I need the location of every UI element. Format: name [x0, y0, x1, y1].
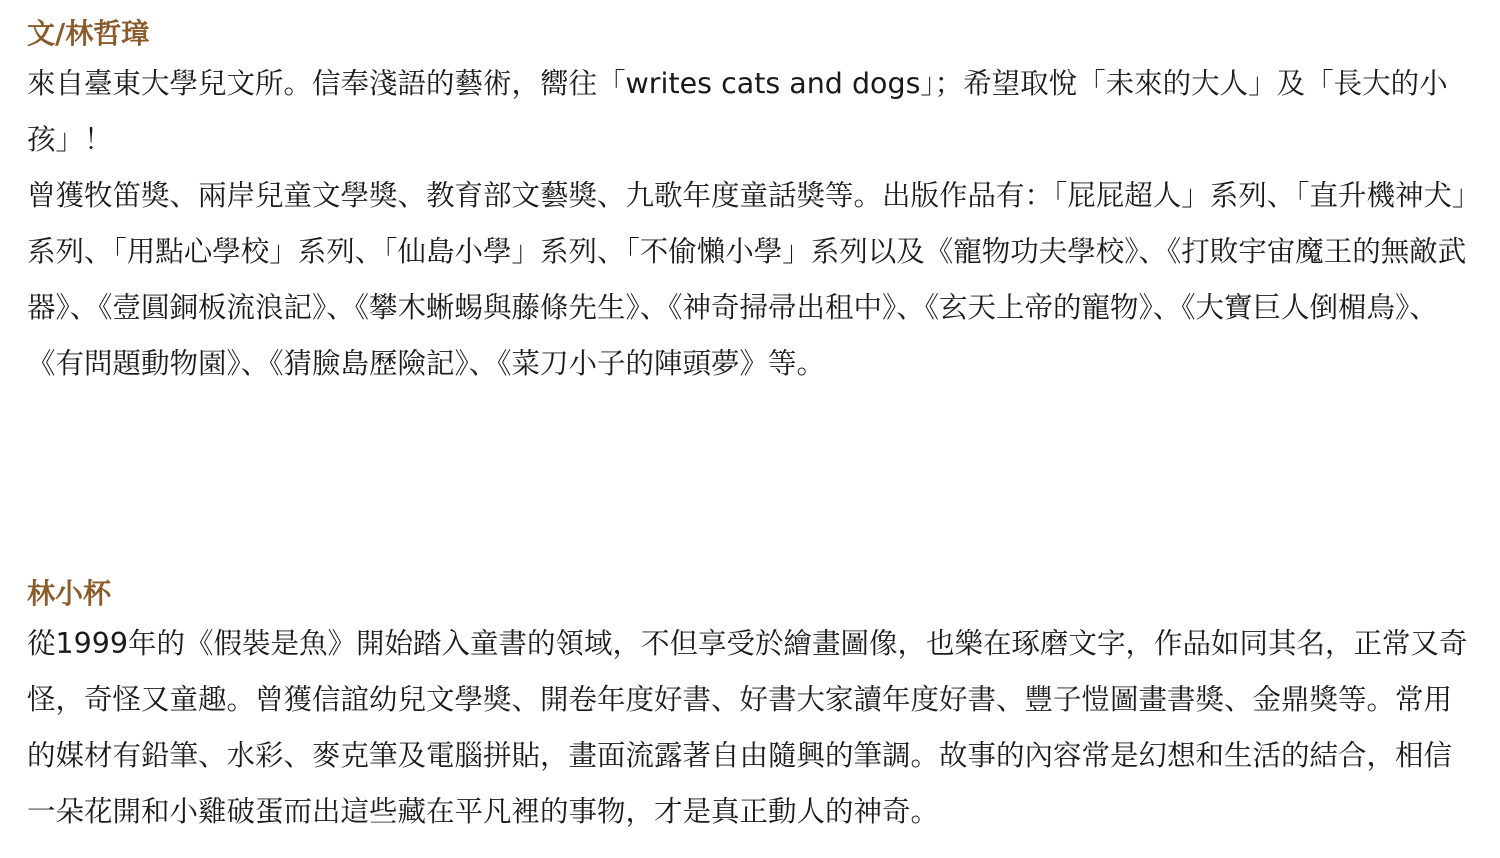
author-intro-paragraph: 來自臺東大學兒文所。信奉淺語的藝術，嚮往「writes cats and dogs」；希望取悅「未來的大人」及「長大的小孩」！	[27, 67, 1448, 156]
author-bio-lin-xiao-bei	[27, 560, 1472, 840]
author-awards-paragraph: 曾獲牧笛獎、兩岸兒童文學獎、教育部文藝獎、九歌年度童話獎等。出版作品有：「屁屁超人」系列、「直升機神犬」系列、「用點心學校」系列、「仙島小學」系列、「不偷懶小學」系列以及《寵物功夫學校》、《打敗宇宙魔王的無敵武器》、《壹圓銅板流浪記》、《攀木蜥蜴與藤條先生》、《神奇掃帚出租中》、《玄天上帝的寵物》、《大寶巨人倒楣鳥》、《有問題動物園》、《猜臉島歷險記》、《菜刀小子的陣頭夢》等。	[27, 179, 1467, 380]
author-name: 文/林哲璋	[27, 17, 150, 50]
author-name: 林小杯	[27, 577, 112, 610]
author-bios	[27, 0, 1472, 828]
author-intro-paragraph: 從1999年的《假裝是魚》開始踏入童書的領域，不但享受於繪畫圖像，也樂在琢磨文字，作品如同其名，正常又奇怪，奇怪又童趣。曾獲信誼幼兒文學獎、開卷年度好書、好書大家讀年度好書、豐子愷圖畫書獎、金鼎獎等。常用的媒材有鉛筆、水彩、麥克筆及電腦拼貼，畫面流露著自由隨興的筆調。故事的內容常是幻想和生活的結合，相信一朵花開和小雞破蛋而出這些藏在平凡裡的事物，才是真正動人的神奇。	[27, 627, 1468, 828]
author-bio-lin-zhe-zhang	[27, 0, 1472, 392]
